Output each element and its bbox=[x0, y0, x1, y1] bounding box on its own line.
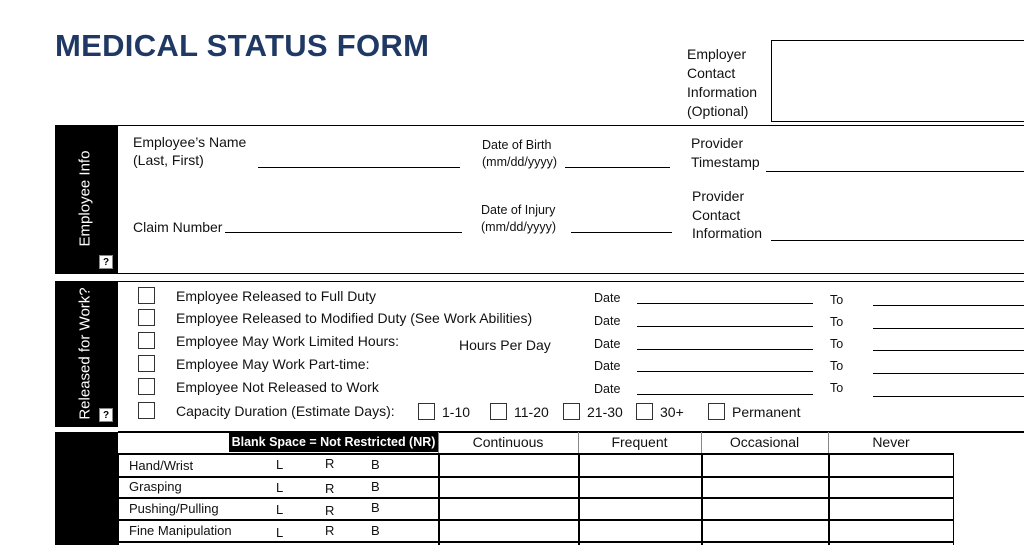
column-divider bbox=[438, 453, 440, 545]
limited-hours-checkbox[interactable] bbox=[138, 332, 155, 349]
column-divider bbox=[828, 453, 830, 545]
column-header-occasional: Occasional bbox=[729, 434, 800, 450]
limited-hours-label: Employee May Work Limited Hours: bbox=[176, 333, 400, 349]
section-divider bbox=[55, 273, 1024, 274]
provider-contact-label bbox=[692, 187, 762, 243]
employee-info-sidebar bbox=[55, 126, 118, 273]
full-duty-label: Employee Released to Full Duty bbox=[176, 288, 376, 304]
date-label: Date bbox=[594, 337, 621, 351]
capacity-11-20-checkbox[interactable] bbox=[490, 403, 507, 420]
help-icon[interactable]: ? bbox=[99, 255, 113, 269]
capacity-option-label: 30+ bbox=[660, 404, 684, 420]
side-both-label: B bbox=[371, 523, 380, 538]
column-divider bbox=[701, 432, 702, 453]
abilities-sidebar bbox=[55, 432, 118, 545]
label-line: Provider bbox=[691, 135, 744, 151]
date-label: Date bbox=[594, 382, 621, 396]
to-field[interactable] bbox=[873, 328, 1024, 329]
capacity-duration-checkbox[interactable] bbox=[138, 402, 155, 419]
label-line: Employee’s Name bbox=[133, 134, 247, 150]
row-label-pushing-pulling: Pushing/Pulling bbox=[129, 501, 219, 516]
column-divider bbox=[701, 453, 703, 545]
to-label: To bbox=[830, 381, 844, 395]
to-field[interactable] bbox=[873, 373, 1024, 374]
release-section-label: Released for Work? bbox=[76, 287, 94, 420]
side-left-label: L bbox=[276, 502, 284, 517]
date-label: Date bbox=[594, 359, 621, 373]
employee-name-label bbox=[133, 133, 246, 169]
label-line: (mm/dd/yyyy) bbox=[482, 155, 557, 169]
claim-number-field[interactable] bbox=[225, 232, 462, 233]
row-label-hand-wrist: Hand/Wrist bbox=[129, 458, 194, 473]
side-both-label: B bbox=[371, 500, 380, 515]
help-icon[interactable]: ? bbox=[99, 408, 113, 422]
dob-field[interactable] bbox=[565, 167, 670, 168]
row-divider bbox=[118, 497, 954, 499]
capacity-21-30-checkbox[interactable] bbox=[563, 403, 580, 420]
column-divider bbox=[578, 453, 580, 545]
side-both-label: B bbox=[371, 479, 380, 494]
column-header-continuous: Continuous bbox=[472, 434, 544, 450]
row-divider bbox=[118, 476, 954, 478]
date-label: Date bbox=[594, 314, 621, 328]
modified-duty-checkbox[interactable] bbox=[138, 309, 155, 326]
part-time-label: Employee May Work Part-time: bbox=[176, 356, 370, 372]
page-title: MEDICAL STATUS FORM bbox=[55, 28, 430, 63]
to-label: To bbox=[830, 315, 844, 329]
date-field[interactable] bbox=[637, 394, 813, 395]
release-sidebar bbox=[55, 281, 118, 427]
side-both-label: B bbox=[371, 457, 380, 472]
label-line: Information bbox=[692, 225, 763, 241]
side-right-label: R bbox=[325, 523, 335, 538]
hours-per-day-label: Hours Per Day bbox=[459, 337, 551, 353]
label-line: (mm/dd/yyyy) bbox=[481, 220, 556, 234]
section-divider bbox=[118, 281, 1024, 282]
full-duty-checkbox[interactable] bbox=[138, 287, 155, 304]
label-line: Date of Injury bbox=[481, 203, 556, 217]
date-label: Date bbox=[594, 291, 621, 305]
doi-field[interactable] bbox=[571, 232, 672, 233]
row-divider bbox=[118, 519, 954, 521]
employer-label-line: Employer bbox=[687, 46, 747, 62]
date-field[interactable] bbox=[637, 371, 813, 372]
to-label: To bbox=[830, 359, 844, 373]
to-field[interactable] bbox=[873, 305, 1024, 306]
employer-contact-label bbox=[687, 45, 757, 121]
employee-info-section-label: Employee Info bbox=[76, 150, 94, 247]
employer-label-line: Contact bbox=[687, 65, 736, 81]
to-label: To bbox=[830, 293, 844, 307]
side-left-label: L bbox=[276, 457, 284, 472]
column-divider bbox=[828, 432, 829, 453]
label-line: (Last, First) bbox=[133, 152, 204, 168]
capacity-option-label: Permanent bbox=[732, 404, 801, 420]
capacity-option-label: 21-30 bbox=[587, 404, 623, 420]
provider-timestamp-field[interactable] bbox=[766, 171, 1024, 172]
side-right-label: R bbox=[325, 503, 335, 518]
capacity-option-label: 1-10 bbox=[442, 404, 471, 420]
section-divider bbox=[55, 125, 1024, 126]
to-field[interactable] bbox=[873, 396, 1024, 397]
label-line: Timestamp bbox=[691, 154, 760, 170]
to-label: To bbox=[830, 337, 844, 351]
capacity-1-10-checkbox[interactable] bbox=[418, 403, 435, 420]
date-field[interactable] bbox=[637, 303, 813, 304]
not-released-label: Employee Not Released to Work bbox=[176, 379, 379, 395]
employer-contact-field[interactable] bbox=[771, 40, 1024, 122]
employer-label-line: (Optional) bbox=[687, 103, 749, 119]
employer-label-line: Information bbox=[687, 84, 758, 100]
column-header-never: Never bbox=[872, 434, 910, 450]
to-field[interactable] bbox=[873, 350, 1024, 351]
part-time-checkbox[interactable] bbox=[138, 355, 155, 372]
doi-label bbox=[481, 202, 556, 236]
side-left-label: L bbox=[276, 480, 284, 495]
dob-label bbox=[482, 137, 557, 171]
label-line: Date of Birth bbox=[482, 138, 552, 152]
capacity-option-label: 11-20 bbox=[514, 404, 549, 420]
capacity-duration-label: Capacity Duration (Estimate Days): bbox=[176, 403, 395, 419]
not-released-checkbox[interactable] bbox=[138, 378, 155, 395]
provider-timestamp-label bbox=[691, 134, 760, 172]
date-field[interactable] bbox=[637, 326, 813, 327]
capacity-30-plus-checkbox[interactable] bbox=[636, 403, 653, 420]
label-line: Contact bbox=[692, 206, 741, 223]
date-field[interactable] bbox=[637, 349, 813, 350]
label-line: Provider bbox=[692, 188, 745, 204]
modified-duty-label: Employee Released to Modified Duty (See Work Abilities) bbox=[176, 310, 533, 326]
side-right-label: R bbox=[325, 481, 335, 496]
column-divider bbox=[438, 432, 439, 453]
side-left-label: L bbox=[276, 525, 284, 540]
row-label-fine-manipulation: Fine Manipulation bbox=[129, 523, 232, 538]
row-label-grasping: Grasping bbox=[129, 479, 182, 494]
capacity-permanent-checkbox[interactable] bbox=[708, 403, 725, 420]
employee-name-field[interactable] bbox=[258, 167, 460, 168]
row-divider bbox=[118, 541, 954, 543]
provider-contact-field[interactable] bbox=[771, 240, 1024, 241]
not-restricted-note: Blank Space = Not Restricted (NR) bbox=[229, 433, 438, 452]
column-header-frequent: Frequent bbox=[611, 434, 668, 450]
side-right-label: R bbox=[325, 456, 335, 471]
column-divider bbox=[578, 432, 579, 453]
claim-number-label: Claim Number bbox=[133, 219, 223, 235]
